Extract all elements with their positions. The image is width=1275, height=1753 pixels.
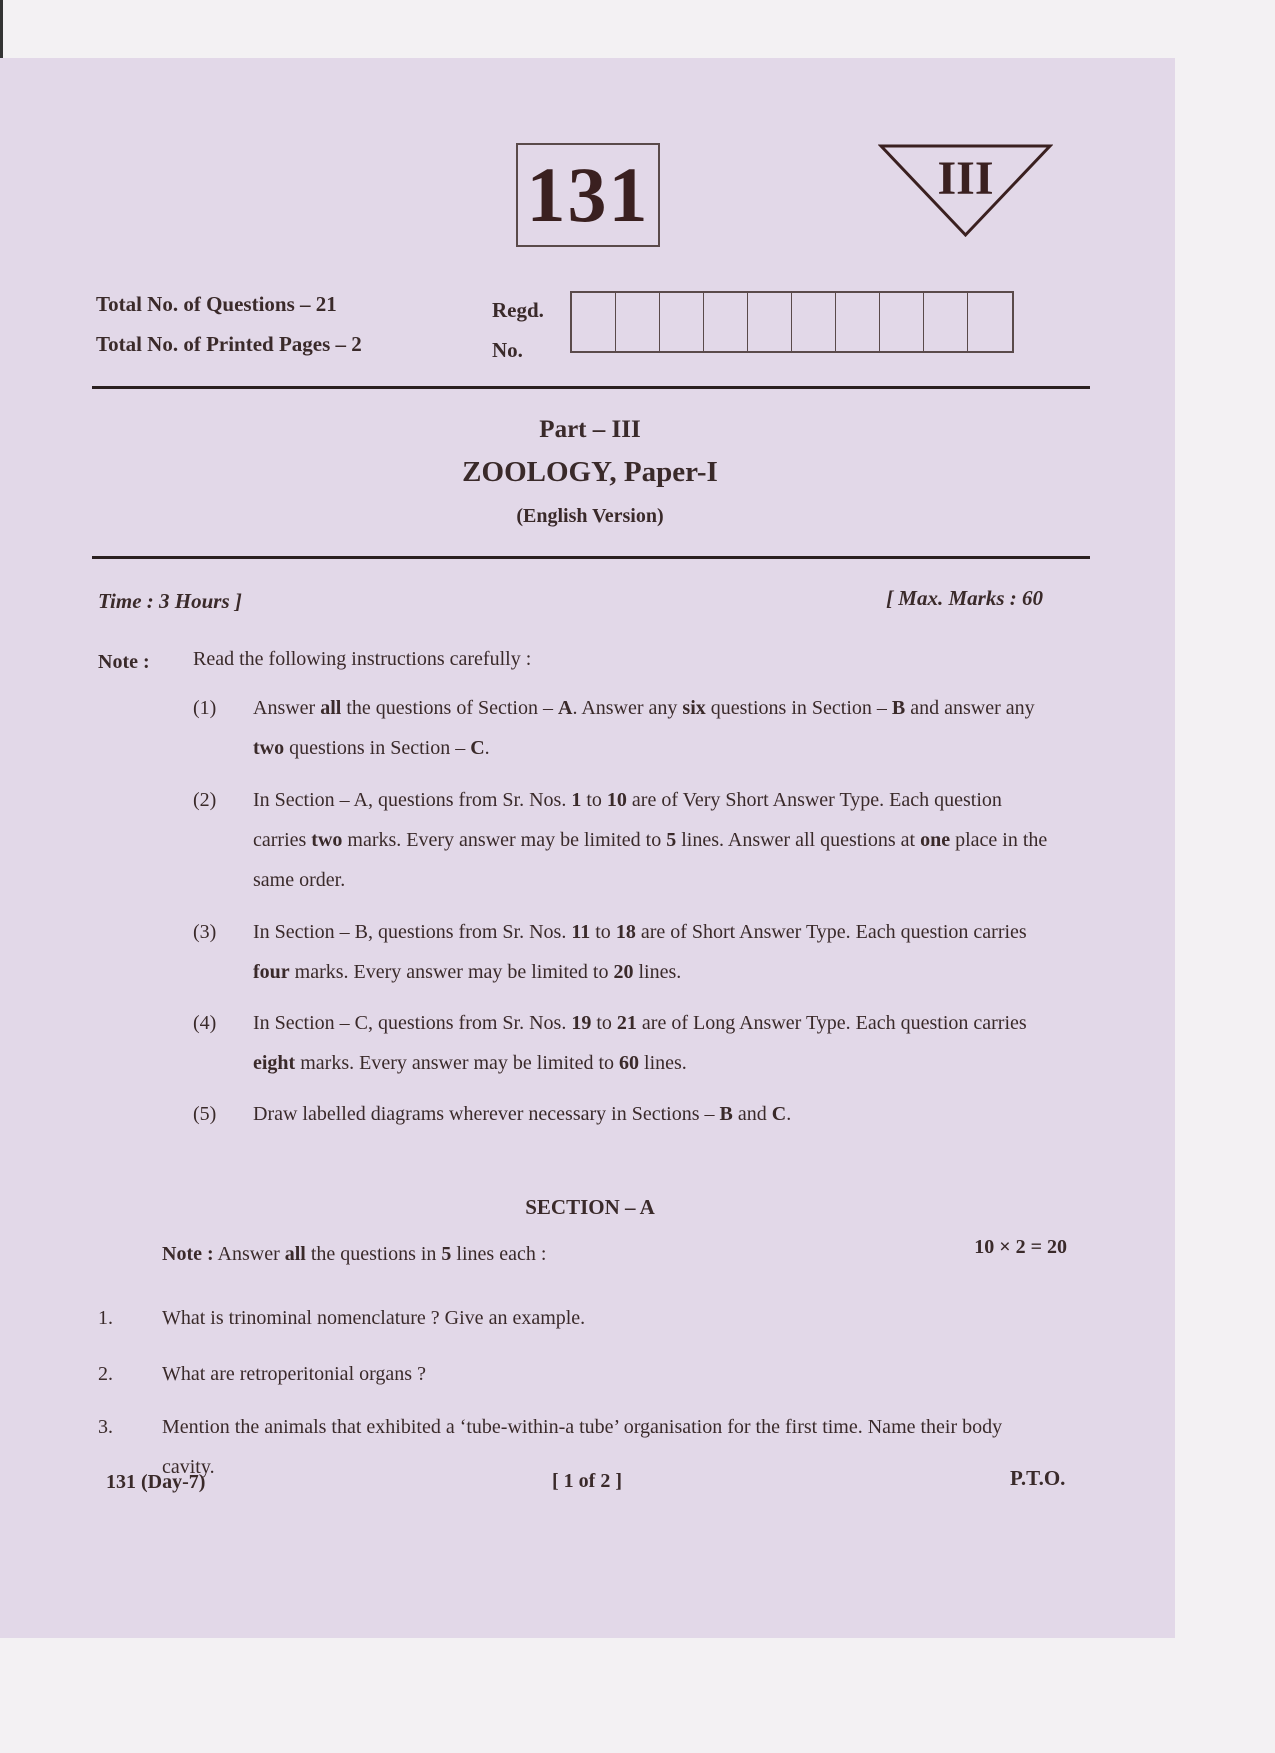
title-divider	[92, 556, 1090, 559]
instruction-text: In Section – B, questions from Sr. Nos. 11 to 18 are of Short Answer Type. Each question carries four marks. Every answer may be limited to 20 lines.	[253, 921, 1027, 983]
regd-digit-box[interactable]	[660, 293, 704, 351]
paper-code: 131	[526, 151, 650, 238]
instruction-number: (2)	[193, 789, 217, 811]
regd-digit-box[interactable]	[924, 293, 968, 351]
instruction-text: Answer all the questions of Section – A. Answer any six questions in Section – B and answer any two questions in Section – C.	[253, 697, 1035, 759]
regd-digit-box[interactable]	[616, 293, 660, 351]
regd-label	[492, 290, 544, 370]
note-label: Note :	[98, 651, 150, 673]
paper-code-box	[516, 143, 660, 247]
regd-digit-box[interactable]	[572, 293, 616, 351]
instruction-text: In Section – A, questions from Sr. Nos. 1 to 10 are of Very Short Answer Type. Each question carries two marks. Every answer may be limited to 5 lines. Answer all questions at one place in the same order.	[253, 789, 1048, 891]
section-a-marks: 10 × 2 = 20	[974, 1236, 1067, 1258]
footer-page-number: [ 1 of 2 ]	[552, 1470, 622, 1492]
footer-pto: P.T.O.	[1010, 1466, 1066, 1490]
question-item	[98, 1298, 1033, 1338]
instruction-item	[193, 912, 1053, 992]
question-text: What is trinominal nomenclature ? Give an example.	[162, 1307, 586, 1329]
section-a-title: SECTION – A	[525, 1195, 655, 1219]
regd-number-grid[interactable]	[570, 291, 1014, 353]
question-number: 1.	[98, 1307, 113, 1329]
total-pages: Total No. of Printed Pages – 2	[96, 332, 362, 356]
subject-heading: ZOOLOGY, Paper-I	[462, 456, 718, 488]
total-questions: Total No. of Questions – 21	[96, 292, 337, 316]
part-heading: Part – III	[539, 416, 641, 443]
instruction-text: In Section – C, questions from Sr. Nos. 19 to 21 are of Long Answer Type. Each question carries eight marks. Every answer may be limited to 60 lines.	[253, 1012, 1027, 1074]
instruction-number: (3)	[193, 921, 217, 943]
question-number: 3.	[98, 1416, 113, 1438]
instruction-item	[193, 1094, 1053, 1134]
question-text: What are retroperitonial organs ?	[162, 1363, 426, 1385]
instruction-text: Draw labelled diagrams wherever necessary in Sections – B and C.	[253, 1103, 792, 1125]
question-number: 2.	[98, 1363, 113, 1385]
instruction-number: (5)	[193, 1103, 217, 1125]
max-marks: [ Max. Marks : 60	[886, 586, 1043, 610]
regd-digit-box[interactable]	[836, 293, 880, 351]
regd-digit-box[interactable]	[792, 293, 836, 351]
top-divider	[92, 386, 1090, 389]
instruction-number: (1)	[193, 697, 217, 719]
version-heading: (English Version)	[516, 505, 664, 527]
section-a-note: Note : Answer all the questions in 5 lines each :	[162, 1243, 547, 1265]
footer-paper-code: 131 (Day-7)	[106, 1471, 206, 1493]
instruction-item	[193, 688, 1053, 768]
part-marker: III	[937, 152, 994, 205]
regd-label-line2: No.	[492, 338, 523, 362]
part-marker-triangle	[878, 143, 1053, 238]
note-text: Read the following instructions carefully :	[193, 648, 532, 670]
regd-digit-box[interactable]	[748, 293, 792, 351]
instruction-number: (4)	[193, 1012, 217, 1034]
time-allowed: Time : 3 Hours ]	[98, 589, 242, 613]
instruction-item	[193, 780, 1053, 900]
regd-digit-box[interactable]	[704, 293, 748, 351]
question-item	[98, 1354, 1033, 1394]
regd-digit-box[interactable]	[968, 293, 1012, 351]
question-text: Mention the animals that exhibited a ‘tube-within-a tube’ organisation for the first time. Name their body cavity.	[162, 1416, 1003, 1478]
regd-digit-box[interactable]	[880, 293, 924, 351]
regd-label-line1: Regd.	[492, 298, 544, 322]
instruction-item	[193, 1003, 1053, 1083]
